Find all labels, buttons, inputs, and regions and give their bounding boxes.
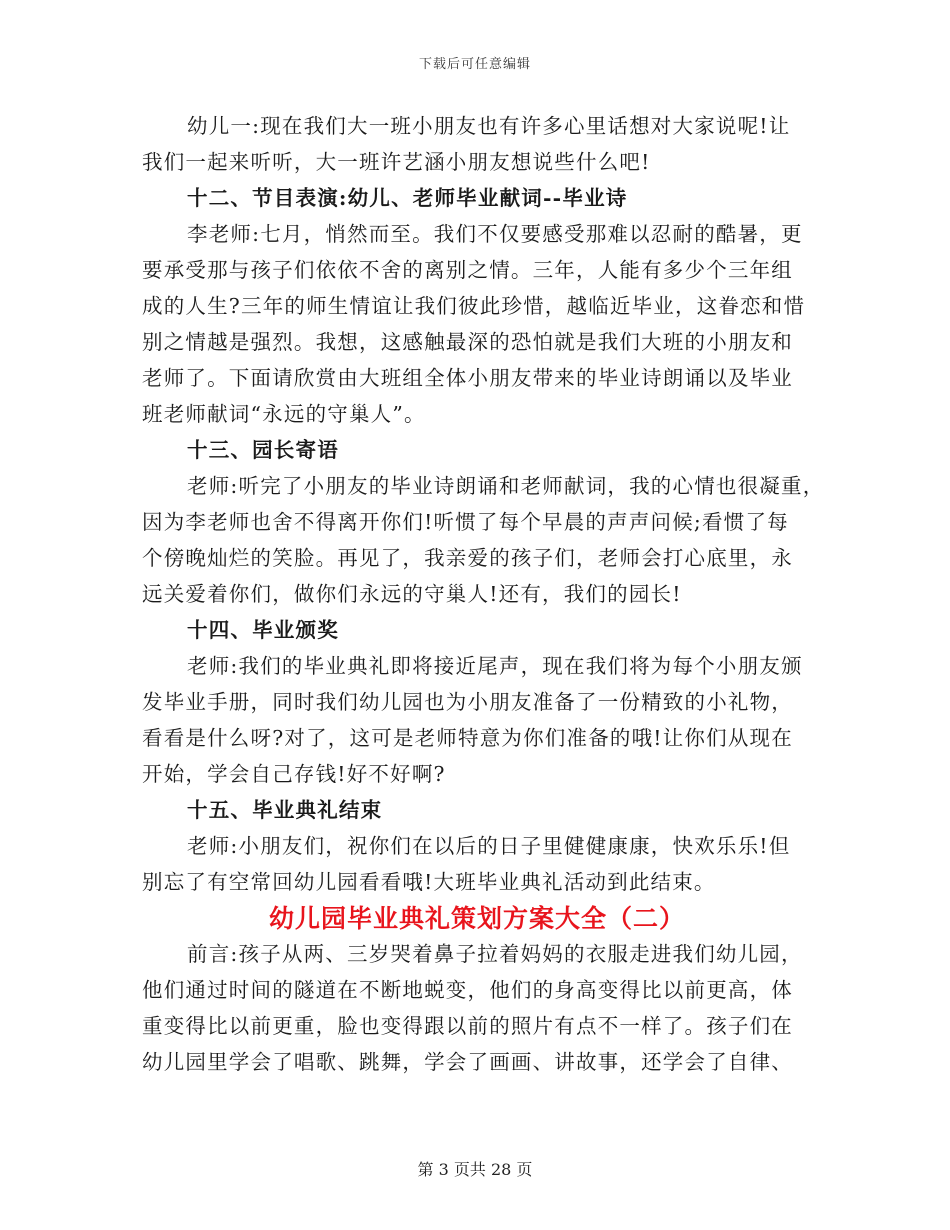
paragraph-line: 幼儿一:现在我们大一班小朋友也有许多心里话想对大家说呢!让 bbox=[187, 114, 791, 138]
section-heading-13: 十三、园长寄语 bbox=[187, 438, 339, 462]
paragraph-line: 远关爱着你们，做你们永远的守巢人!还有，我们的园长! bbox=[142, 582, 682, 606]
page-footer: 第 3 页共 28 页 bbox=[417, 1160, 533, 1179]
paragraph-line: 班老师献词“永远的守巢人”。 bbox=[142, 402, 426, 426]
paragraph-line: 要承受那与孩子们依依不舍的离别之情。三年，人能有多少个三年组 bbox=[142, 258, 793, 282]
paragraph-line: 我们一起来听听，大一班许艺涵小朋友想说些什么吧! bbox=[142, 150, 651, 174]
document-body bbox=[142, 108, 825, 1080]
paragraph-line: 发毕业手册，同时我们幼儿园也为小朋友准备了一份精致的小礼物， bbox=[142, 690, 793, 714]
paragraph-line: 别忘了有空常回幼儿园看看哦!大班毕业典礼活动到此结束。 bbox=[142, 870, 716, 894]
document-title: 幼儿园毕业典礼策划方案大全（二） bbox=[268, 904, 685, 933]
paragraph-line: 他们通过时间的隧道在不断地蜕变，他们的身高变得比以前更高，体 bbox=[142, 978, 793, 1002]
paragraph-line: 老师:听完了小朋友的毕业诗朗诵和老师献词，我的心情也很凝重， bbox=[187, 474, 825, 498]
paragraph-line: 前言:孩子从两、三岁哭着鼻子拉着妈妈的衣服走进我们幼儿园， bbox=[187, 942, 803, 966]
paragraph-line: 老师:我们的毕业典礼即将接近尾声，现在我们将为每个小朋友颁 bbox=[187, 654, 803, 678]
section-heading-15: 十五、毕业典礼结束 bbox=[187, 798, 383, 822]
section-heading-12: 十二、节目表演:幼儿、老师毕业献词--毕业诗 bbox=[187, 186, 628, 210]
paragraph-line: 重变得比以前更重，脸也变得跟以前的照片有点不一样了。孩子们在 bbox=[142, 1014, 793, 1038]
paragraph-line: 李老师:七月，悄然而至。我们不仅要感受那难以忍耐的酷暑，更 bbox=[187, 222, 803, 246]
paragraph-line: 因为李老师也舍不得离开你们!听惯了每个早晨的声声问候;看惯了每 bbox=[142, 510, 789, 534]
paragraph-line: 幼儿园里学会了唱歌、跳舞，学会了画画、讲故事，还学会了自律、 bbox=[142, 1050, 793, 1074]
paragraph-line: 看看是什么呀?对了，这可是老师特意为你们准备的哦!让你们从现在 bbox=[142, 726, 793, 750]
page-header: 下载后可任意编辑 bbox=[418, 57, 531, 72]
paragraph-line: 老师:小朋友们，祝你们在以后的日子里健健康康，快欢乐乐!但 bbox=[187, 834, 791, 858]
section-heading-14: 十四、毕业颁奖 bbox=[187, 618, 339, 642]
paragraph-line: 别之情越是强烈。我想，这感触最深的恐怕就是我们大班的小朋友和 bbox=[142, 330, 793, 354]
paragraph-line: 开始，学会自己存钱!好不好啊? bbox=[142, 762, 446, 786]
paragraph-line: 个傍晚灿烂的笑脸。再见了，我亲爱的孩子们，老师会打心底里，永 bbox=[142, 546, 793, 570]
paragraph-line: 成的人生?三年的师生情谊让我们彼此珍惜，越临近毕业，这眷恋和惜 bbox=[142, 294, 806, 318]
paragraph-line: 老师了。下面请欣赏由大班组全体小朋友带来的毕业诗朗诵以及毕业 bbox=[142, 366, 793, 390]
